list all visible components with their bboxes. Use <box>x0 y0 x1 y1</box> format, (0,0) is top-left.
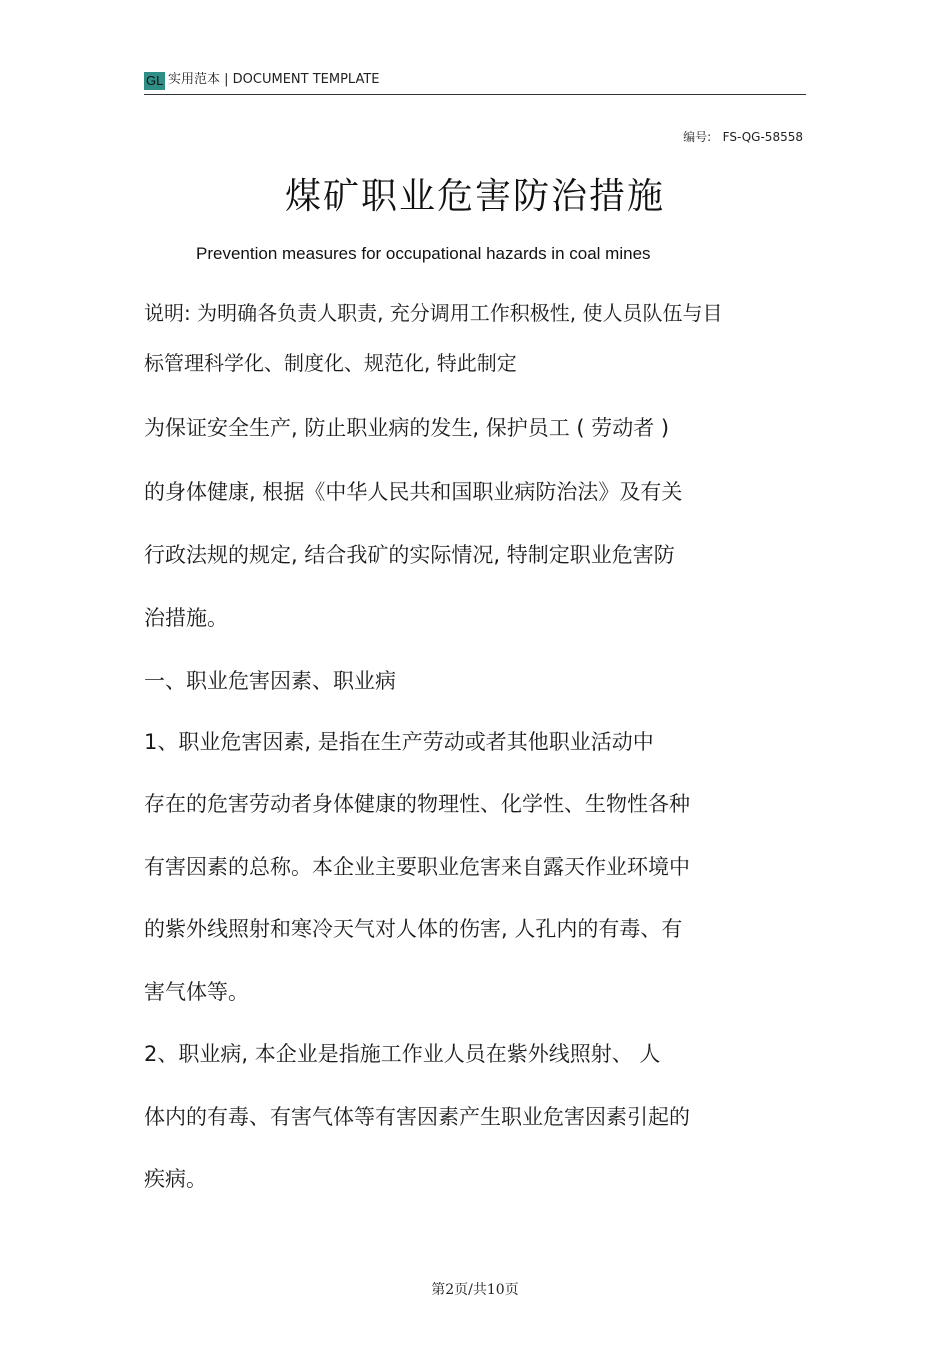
body-line: 害气体等。 <box>144 980 249 1004</box>
body-line: 治措施。 <box>144 606 228 630</box>
gl-logo-badge: GL <box>146 73 164 88</box>
body-line: 的紫外线照射和寒冷天气对人体的伤害, 人孔内的有毒、有 <box>144 917 683 941</box>
document-title: 煤矿职业危害防治措施 <box>284 176 665 217</box>
section-heading: 一、职业危害因素、职业病 <box>144 669 396 693</box>
header-template-label: 实用范本 | DOCUMENT TEMPLATE <box>168 72 380 87</box>
body-line: 有害因素的总称。本企业主要职业危害来自露天作业环境中 <box>144 855 690 879</box>
body-line: 存在的危害劳动者身体健康的物理性、化学性、生物性各种 <box>144 792 690 816</box>
description-line: 说明: 为明确各负责人职责, 充分调用工作积极性, 使人员队伍与目 <box>144 301 723 325</box>
document-header <box>144 70 806 95</box>
description-block <box>144 288 806 388</box>
body-line: 1、职业危害因素, 是指在生产劳动或者其他职业活动中 <box>144 730 654 754</box>
description-line: 标管理科学化、制度化、规范化, 特此制定 <box>144 351 517 375</box>
body-line: 疾病。 <box>144 1167 207 1191</box>
document-number: 编号: FS-QG-58558 <box>683 130 803 144</box>
page-indicator: 第2页/共10页 <box>431 1282 519 1298</box>
body-line: 为保证安全生产, 防止职业病的发生, 保护员工 ( 劳动者 ) <box>144 416 670 440</box>
body-line: 体内的有毒、有害气体等有害因素产生职业危害因素引起的 <box>144 1105 690 1129</box>
body-line: 行政法规的规定, 结合我矿的实际情况, 特制定职业危害防 <box>144 543 675 567</box>
document-subtitle: Prevention measures for occupational hazards in coal mines <box>196 244 651 263</box>
body-line: 的身体健康, 根据《中华人民共和国职业病防治法》及有关 <box>144 480 683 504</box>
body-line: 2、职业病, 本企业是指施工作业人员在紫外线照射、 人 <box>144 1042 661 1066</box>
